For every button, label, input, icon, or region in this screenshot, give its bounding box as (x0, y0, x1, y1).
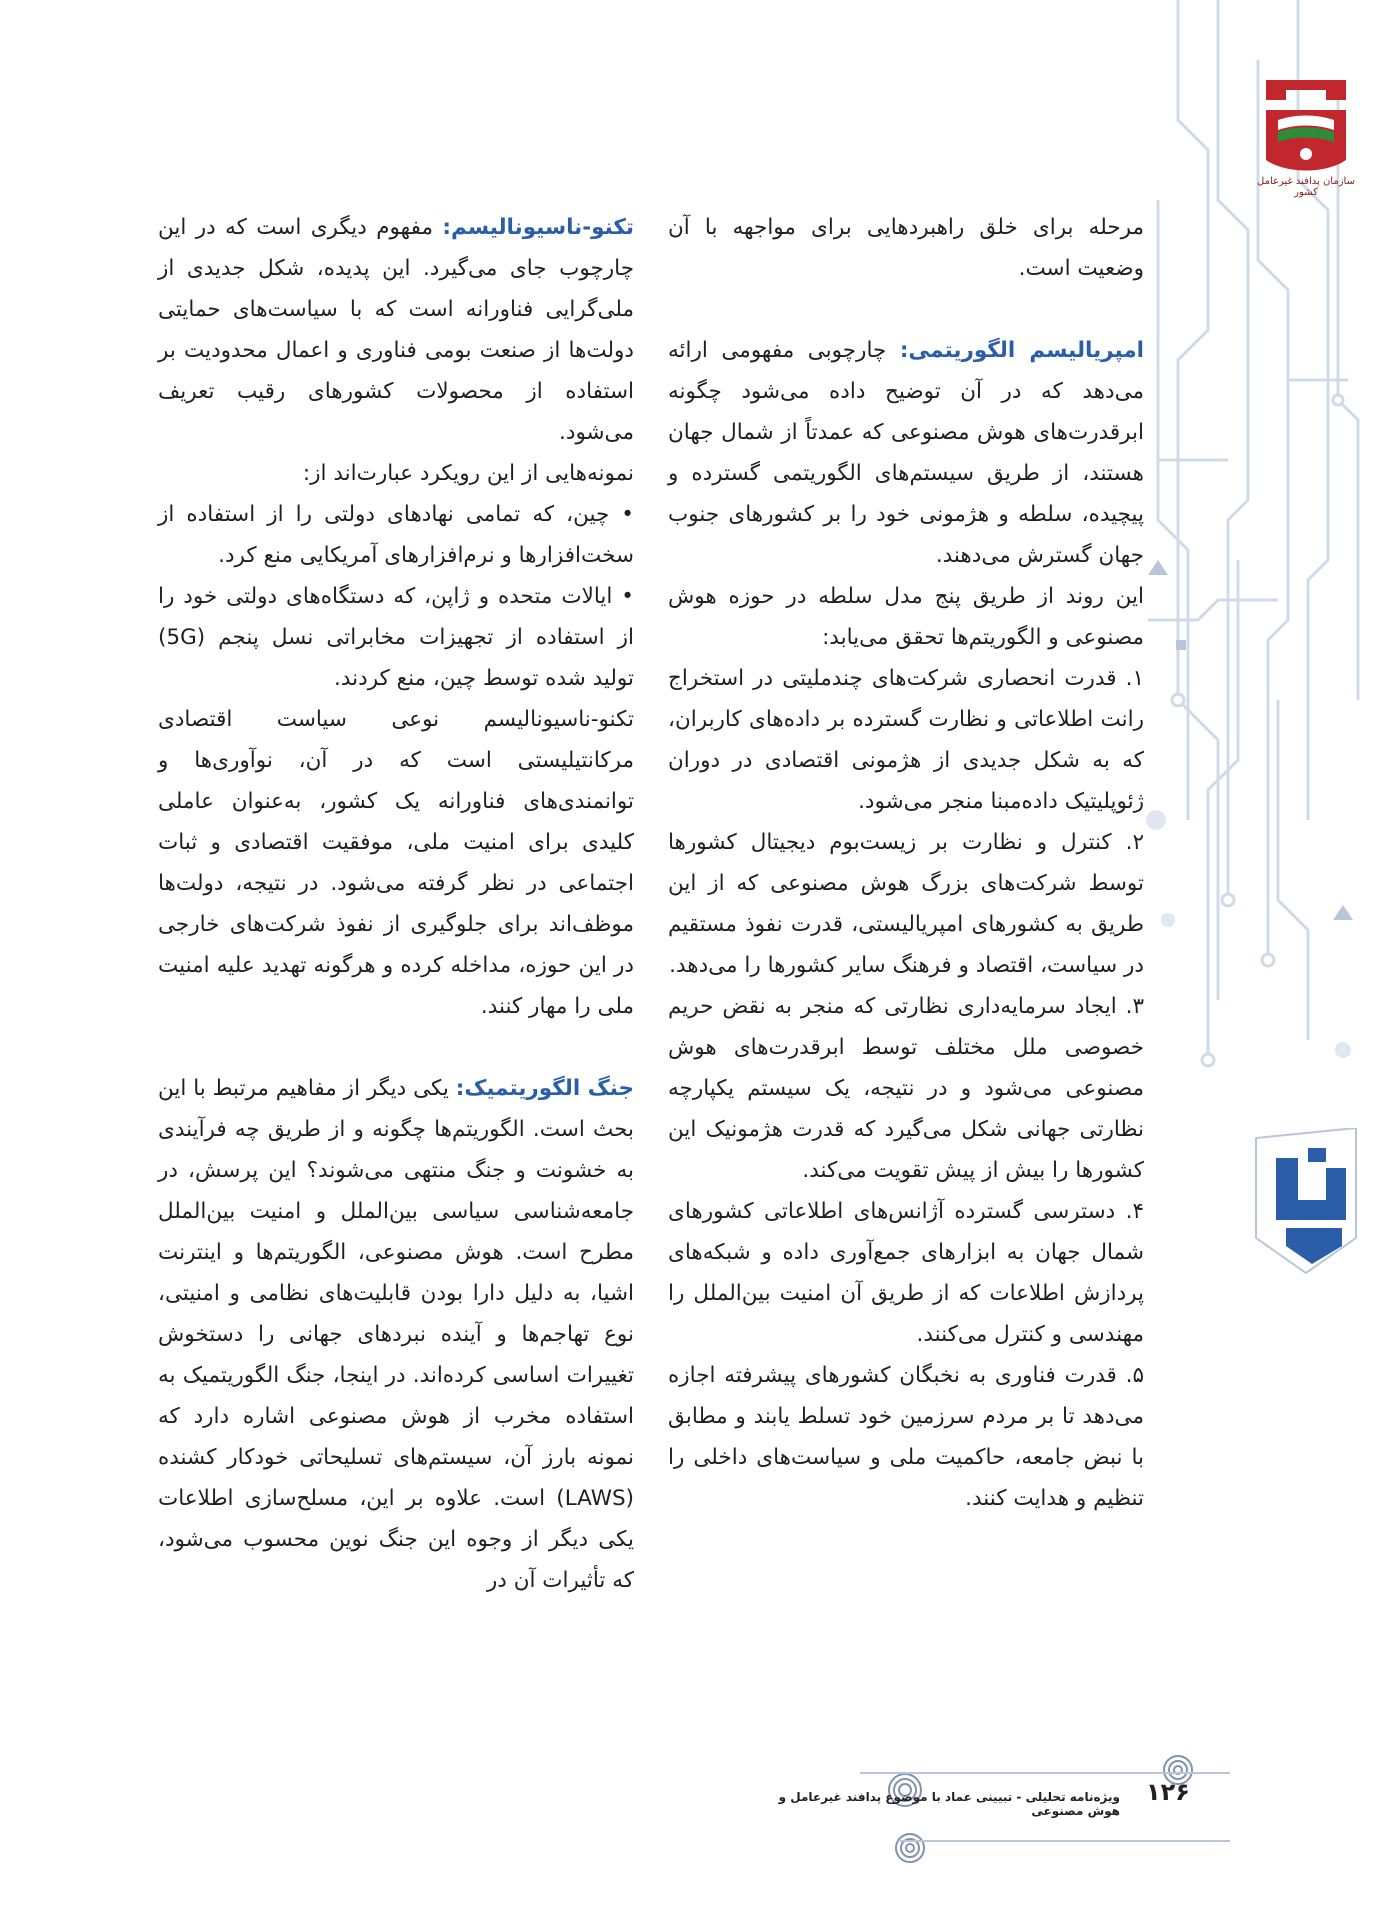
algorithmic-warfare-term: جنگ الگوریتمیک: (455, 1076, 634, 1101)
footer-divider (860, 1772, 1230, 1774)
list-item: • چین، که تمامی نهادهای دولتی را از استفاده از سخت‌افزارها و نرم‌افزارهای آمریکایی منع کرد. (158, 502, 634, 568)
right-paragraph-intro: مرحله برای خلق راهبردهایی برای مواجهه با آن وضعیت است. (668, 215, 1144, 281)
list-item: • ایالات متحده و ژاپن، که دستگاه‌های دولتی خود را از استفاده از تجهیزات مخابراتی نسل پنجم (5G) تولید شده توسط چین، منع کردند. (158, 584, 634, 691)
brand-caption: سازمان پدافند غیرعامل کشور (1257, 176, 1355, 198)
left-column (158, 207, 634, 1601)
dominance-models-intro: این روند از طریق پنج مدل سلطه در حوزه هوش مصنوعی و الگوریتم‌ها تحقق می‌یابد: (668, 584, 1144, 650)
algorithmic-imperialism-body: چارچوبی مفهومی ارائه می‌دهد که در آن توضیح داده می‌شود چگونه ابرقدرت‌های هوش مصنوعی که عمدتاً از شمال جهان هستند، از طریق سیستم‌های الگوریتمی گسترده و پیچیده، سلطه و هژمونی خود را بر کشورهای جنوب جهان گسترش می‌دهند. (668, 338, 1144, 568)
techno-nationalism-term: تکنو-ناسیونالیسم: (442, 215, 634, 240)
algorithmic-imperialism-paragraph (668, 330, 1144, 576)
footer-rings-icon (892, 1830, 928, 1866)
right-column (668, 207, 1144, 1519)
list-item: ۳. ایجاد سرمایه‌داری نظارتی که منجر به نقض حریم خصوصی ملل مختلف توسط ابرقدرت‌های هوش مصنوعی می‌شود و در نتیجه، یک سیستم یکپارچه نظارتی جهانی شکل می‌گیرد که قدرت هژمونیک این کشورها را بیش از پیش تقویت می‌کند. (668, 994, 1144, 1183)
passive-defense-logo (1256, 70, 1356, 198)
circuit-decoration (1138, 0, 1378, 1929)
algorithmic-imperialism-term: امپریالیسم الگوریتمی: (899, 338, 1144, 363)
emad-logo-icon (1246, 1128, 1366, 1278)
techno-nationalism-paragraph (158, 207, 634, 453)
list-item: ۵. قدرت فناوری به نخبگان کشورهای پیشرفته اجازه می‌دهد تا بر مردم سرزمین خود تسلط یابند و مطابق با نبض جامعه، حاکمیت ملی و سیاست‌های داخلی را تنظیم و هدایت کنند. (668, 1363, 1144, 1511)
list-item: ۲. کنترل و نظارت بر زیست‌بوم دیجیتال کشورها توسط شرکت‌های بزرگ هوش مصنوعی که از این طریق به کشورهای امپریالیستی، قدرت نفوذ مستقیم در سیاست، اقتصاد و فرهنگ سایر کشورها را می‌دهد. (668, 830, 1144, 978)
examples-intro: نمونه‌هایی از این رویکرد عبارت‌اند از: (302, 461, 634, 486)
page-number: ۱۲۶ (1146, 1778, 1190, 1806)
publication-title: ویژه‌نامه تحلیلی - تبیینی عماد با موضوع پدافند غیرعامل و هوش مصنوعی (778, 1790, 1120, 1818)
list-item: ۴. دسترسی گسترده آژانس‌های اطلاعاتی کشورهای شمال جهان به ابزارهای جمع‌آوری داده و شبکه‌های پردازش اطلاعات که از طریق آن امنیت بین‌الملل را مهندسی و کنترل می‌کنند. (668, 1199, 1144, 1347)
techno-nationalism-body: مفهوم دیگری است که در این چارچوب جای می‌گیرد. این پدیده، شکل جدیدی از ملی‌گرایی فناورانه است که با سیاست‌های حمایتی دولت‌ها از صنعت بومی فناوری و اعمال محدودیت بر استفاده از محصولات کشورهای رقیب تعریف می‌شود. (158, 215, 634, 445)
footer-divider (900, 1840, 1230, 1842)
mercantilist-paragraph: تکنو-ناسیونالیسم نوعی سیاست اقتصادی مرکانتیلیستی است که در آن، نوآوری‌ها و توانمندی‌های فناورانه یک کشور، به‌عنوان عاملی کلیدی برای امنیت ملی، موفقیت اقتصادی و ثبات اجتماعی در نظر گرفته می‌شود. در نتیجه، دولت‌ها موظف‌اند برای جلوگیری از نفوذ شرکت‌های خارجی در این حوزه، مداخله کرده و هرگونه تهدید علیه امنیت ملی را مهار کنند. (158, 707, 634, 1019)
algorithmic-warfare-body: یکی دیگر از مفاهیم مرتبط با این بحث است. الگوریتم‌ها چگونه و از طریق چه فرآیندی به خشونت و جنگ منتهی می‌شوند؟ این پرسش، در جامعه‌شناسی سیاسی بین‌الملل و امنیت بین‌الملل مطرح است. هوش مصنوعی، الگوریتم‌ها و اینترنت اشیا، به دلیل دارا بودن قابلیت‌های نظامی و امنیتی، نوع تهاجم‌ها و آینده نبردهای جهانی را دستخوش تغییرات اساسی کرده‌اند. در اینجا، جنگ الگوریتمیک به استفاده مخرب از هوش مصنوعی اشاره دارد که نمونه بارز آن، سیستم‌های تسلیحاتی خودکار کشنده (LAWS) است. علاوه بر این، مسلح‌سازی اطلاعات یکی دیگر از وجوه این جنگ نوین محسوب می‌شود، که تأثیرات آن در (158, 1076, 634, 1593)
passive-defense-emblem-icon (1256, 70, 1356, 174)
algorithmic-warfare-paragraph (158, 1068, 634, 1601)
list-item: ۱. قدرت انحصاری شرکت‌های چندملیتی در استخراج رانت اطلاعاتی و نظارت گسترده بر داده‌های کاربران، که به شکل جدیدی از هژمونی اقتصادی در دوران ژئوپلیتیک داده‌مبنا منجر می‌شود. (668, 666, 1144, 814)
